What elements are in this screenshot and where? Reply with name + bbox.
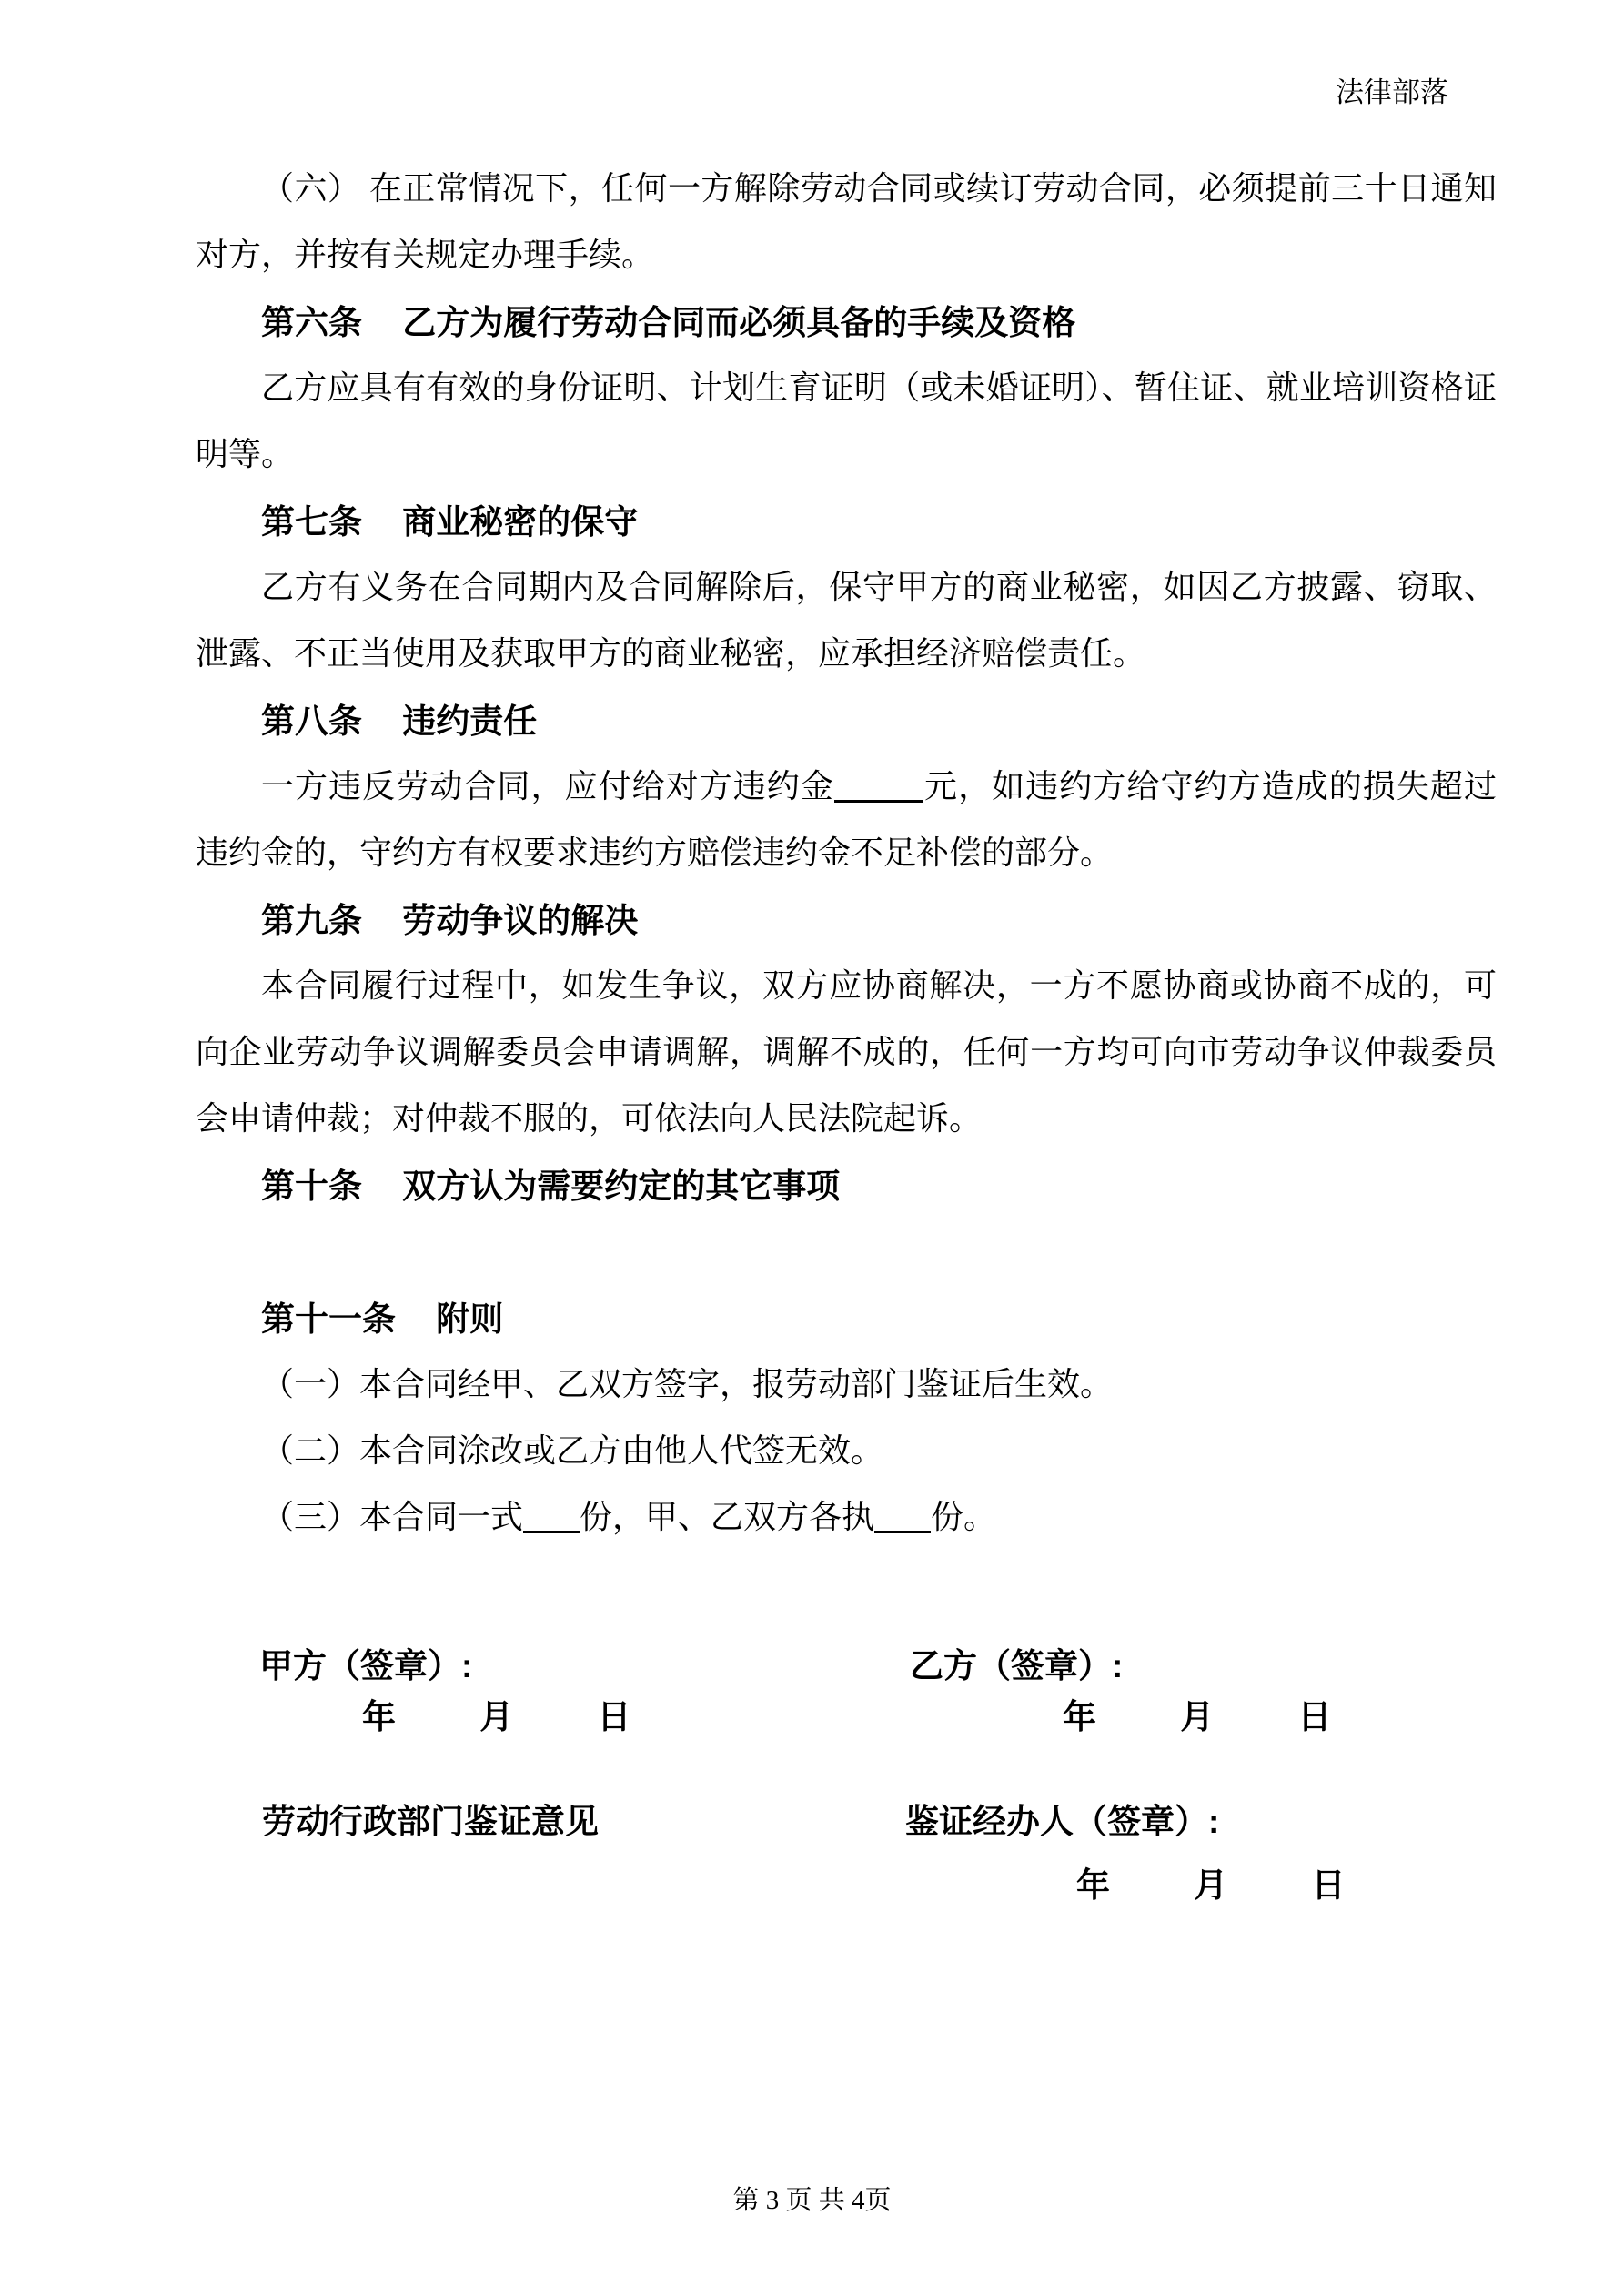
article-10-number: 第十条 xyxy=(261,1168,362,1205)
item-3-part-2: 份，甲、乙双方各执 xyxy=(580,1499,875,1535)
article-8-body xyxy=(196,754,1497,886)
party-a-signature-label: 甲方（签章）: xyxy=(259,1647,473,1684)
item-3-part-1: （三）本合同一式 xyxy=(261,1499,524,1535)
article-8-text-before-blank: 一方违反劳动合同，应付给对方违约金 xyxy=(261,768,834,804)
article-6-heading xyxy=(196,289,1497,356)
article-8-title: 违约责任 xyxy=(402,703,538,740)
article-7-number: 第七条 xyxy=(261,503,362,541)
article-8-text-after-blank: 元，如违约方给守约方造成的损失超过违约金的，守约方有权要求违约方赔偿违约金不足补偿的部分。 xyxy=(196,768,1497,871)
article-11-number: 第十一条 xyxy=(261,1300,396,1338)
article-9-body: 本合同履行过程中，如发生争议，双方应协商解决，一方不愿协商或协商不成的，可向企业劳动争议调解委员会申请调解，调解不成的，任何一方均可向市劳动争议仲裁委员会申请仲裁；对仲裁不服的，可依法向人民法院起诉。 xyxy=(196,967,1497,1137)
article-11-item-3 xyxy=(196,1484,1497,1551)
penalty-amount-blank xyxy=(834,773,923,803)
labor-authority-opinion-label: 劳动行政部门鉴证意见 xyxy=(262,1803,599,1840)
party-a-date-line: 年 月 日 xyxy=(362,1698,631,1735)
page-number: 第 3 页 共 4页 xyxy=(732,2186,892,2215)
article-7-title: 商业秘密的保守 xyxy=(402,503,639,541)
article-6-number: 第六条 xyxy=(261,304,362,341)
article-9-number: 第九条 xyxy=(261,902,362,939)
copies-held-blank xyxy=(874,1503,931,1533)
article-8-number: 第八条 xyxy=(261,703,362,740)
party-b-date-line: 年 月 日 xyxy=(1063,1698,1332,1735)
article-6-body: 乙方应具有有效的身份证明、计划生育证明（或未婚证明）、暂住证、就业培训资格证明等。 xyxy=(196,369,1497,472)
certifier-signature-label: 鉴证经办人（签章）: xyxy=(905,1803,1220,1840)
article-7-body: 乙方有义务在合同期内及合同解除后，保守甲方的商业秘密，如因乙方披露、窃取、泄露、不正当使用及获取甲方的商业秘密，应承担经济赔偿责任。 xyxy=(196,569,1497,672)
article-10-heading xyxy=(196,1153,1497,1219)
copies-count-blank xyxy=(523,1503,580,1533)
article-11-item-2: （二）本合同涂改或乙方由他人代签无效。 xyxy=(261,1432,884,1469)
article-7-heading xyxy=(196,489,1497,555)
article-9-title: 劳动争议的解决 xyxy=(402,902,639,939)
article-8-heading xyxy=(196,688,1497,754)
party-b-signature-label: 乙方（签章）: xyxy=(910,1647,1124,1684)
article-6-title: 乙方为履行劳动合同而必须具备的手续及资格 xyxy=(402,304,1076,341)
site-watermark: 法律部落 xyxy=(1336,76,1448,108)
article-9-heading xyxy=(196,887,1497,954)
clause-6-item-6: （六） 在正常情况下，任何一方解除劳动合同或续订劳动合同，必须提前三十日通知对方，并按有关规定办理手续。 xyxy=(196,170,1497,273)
certifier-date-line: 年 月 日 xyxy=(1076,1866,1346,1904)
article-10-title: 双方认为需要约定的其它事项 xyxy=(402,1168,841,1205)
article-11-item-1: （一）本合同经甲、乙双方签字，报劳动部门鉴证后生效。 xyxy=(261,1366,1114,1402)
article-11-heading xyxy=(196,1286,1497,1352)
article-11-title: 附则 xyxy=(436,1300,504,1338)
item-3-part-3: 份。 xyxy=(931,1499,997,1535)
